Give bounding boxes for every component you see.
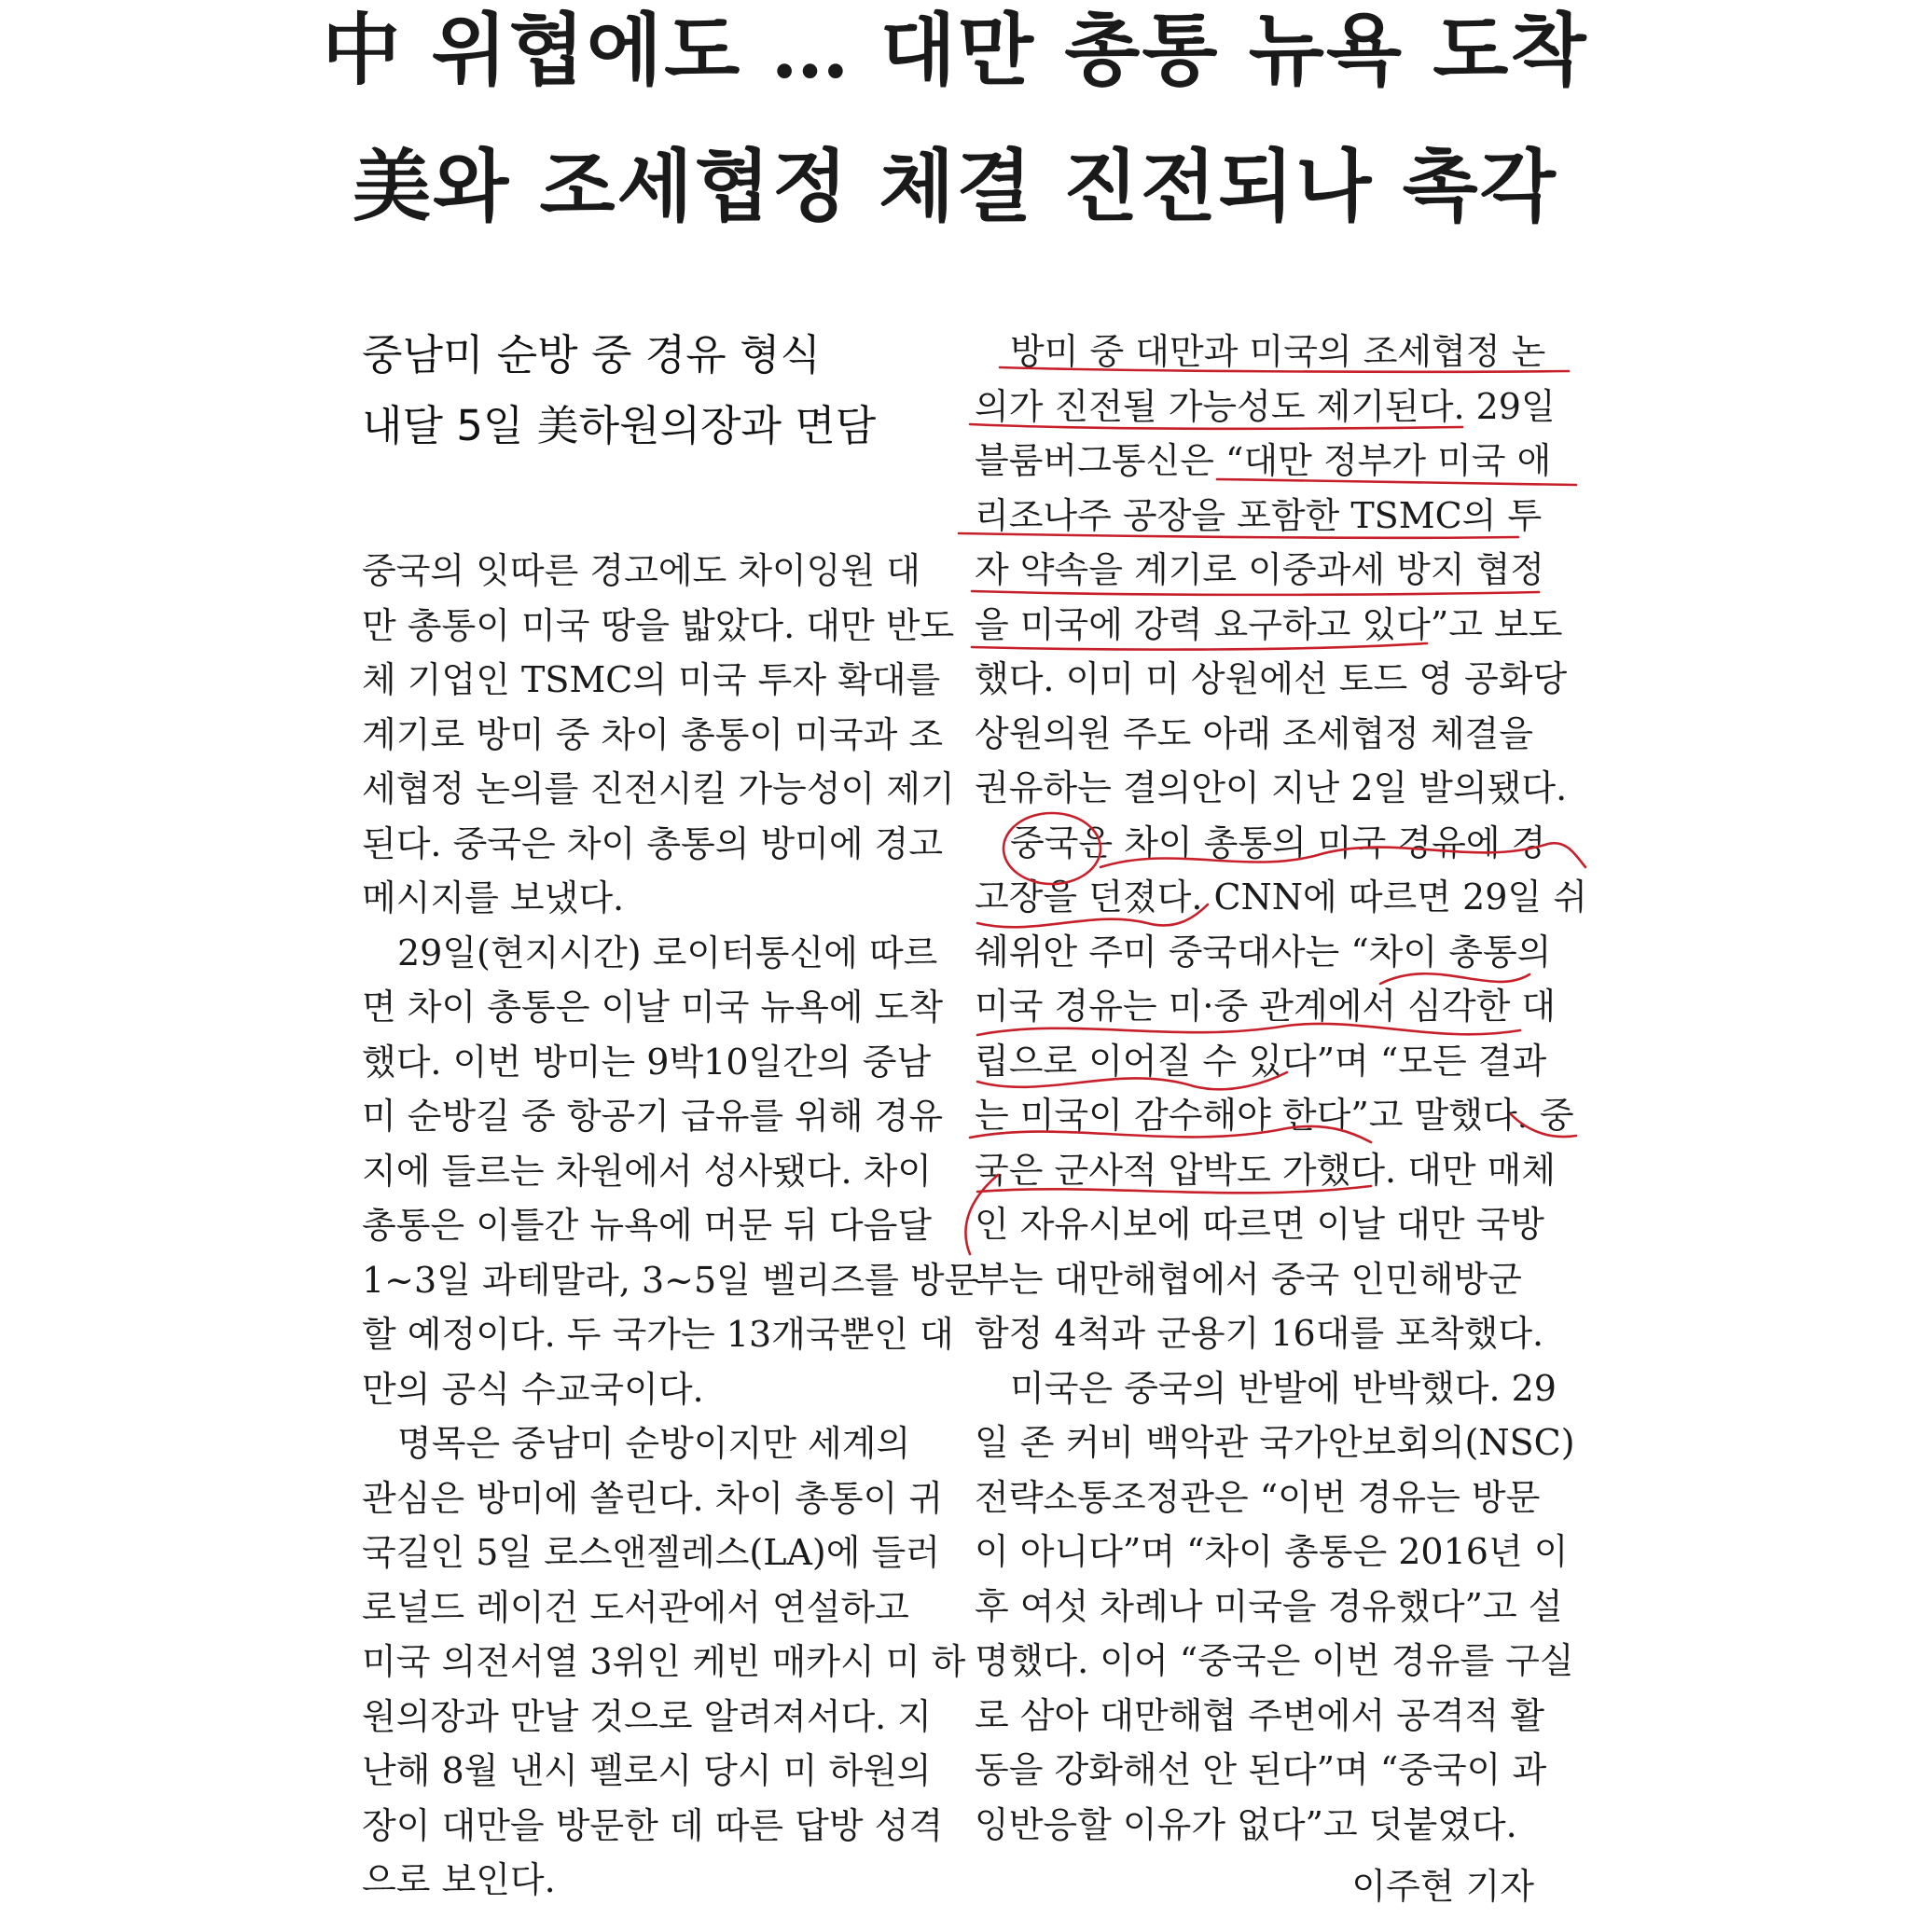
headline-line-1: 中 위협에도 … 대만 총통 뉴욕 도착 <box>322 4 1588 96</box>
article-line: 을 미국에 강력 요구하고 있다”고 보도 <box>975 603 1563 645</box>
article-line: 총통은 이틀간 뉴욕에 머문 뒤 다음달 <box>362 1205 933 1246</box>
article-line: 했다. 이번 방미는 9박10일간의 중남 <box>362 1041 932 1083</box>
headline-line-2: 美와 조세협정 체결 진전되나 촉각 <box>353 140 1557 232</box>
red-wavy-line <box>1380 973 1529 984</box>
article-line: 미국 의전서열 3위인 케빈 매카시 미 하 <box>362 1641 966 1682</box>
article-line: 국은 군사적 압박도 가했다. 대만 매체 <box>975 1149 1557 1191</box>
article-line: 함정 4척과 군용기 16대를 포착했다. <box>975 1313 1544 1354</box>
article-line: 으로 보인다. <box>362 1859 556 1900</box>
article-line: 중국은 차이 총통의 미국 경유에 경 <box>1010 821 1546 863</box>
article-line: 난해 8월 낸시 펠로시 당시 미 하원의 <box>362 1750 932 1791</box>
article-line: 했다. 이미 미 상원에선 토드 영 공화당 <box>975 658 1568 699</box>
article-line: 인 자유시보에 따르면 이날 대만 국방 <box>975 1204 1545 1245</box>
article-line: 권유하는 결의안이 지난 2일 발의됐다. <box>975 767 1568 808</box>
article-line: 자 약속을 계기로 이중과세 방지 협정 <box>975 549 1545 590</box>
article-line: 1~3일 과테말라, 3~5일 벨리즈를 방문 <box>362 1259 979 1301</box>
article-line: 부는 대만해협에서 중국 인민해방군 <box>975 1258 1522 1300</box>
article-line: 된다. 중국은 차이 총통의 방미에 경고 <box>362 822 944 864</box>
article-line: 명목은 중남미 순방이지만 세계의 <box>397 1423 911 1464</box>
byline: 이주현 기자 <box>1351 1866 1534 1907</box>
article-line: 만 총통이 미국 땅을 밟았다. 대만 반도 <box>362 604 955 646</box>
article-line: 장이 대만을 방문한 데 따른 답방 성격 <box>362 1804 944 1846</box>
article-line: 상원의원 주도 아래 조세협정 체결을 <box>975 712 1533 754</box>
article-line: 명했다. 이어 “중국은 이번 경유를 구실 <box>975 1640 1574 1681</box>
article-line: 계기로 방미 중 차이 총통이 미국과 조 <box>362 713 944 755</box>
article-line: 블룸버그통신은 “대만 정부가 미국 애 <box>975 440 1552 481</box>
article-line: 잉반응할 이유가 없다”고 덧붙였다. <box>975 1803 1517 1845</box>
article-line: 세협정 논의를 진전시킬 가능성이 제기 <box>362 768 955 809</box>
article-line: 로 삼아 대만해협 주변에서 공격적 활 <box>975 1694 1545 1736</box>
article-line: 쉐위안 주미 중국대사는 “차이 총통의 <box>975 931 1552 973</box>
subheadline-1: 중남미 순방 중 경유 형식 <box>362 330 821 380</box>
article-line: 미국 경유는 미·중 관계에서 심각한 대 <box>975 986 1557 1027</box>
article-line: 동을 강화해선 안 된다”며 “중국이 과 <box>975 1749 1547 1790</box>
article-line: 일 존 커비 백악관 국가안보회의(NSC) <box>975 1422 1575 1463</box>
article-line: 이 아니다”며 “차이 총통은 2016년 이 <box>975 1531 1569 1572</box>
article-line: 전략소통조정관은 “이번 경유는 방문 <box>975 1476 1541 1518</box>
article-line: 29일(현지시간) 로이터통신에 따르 <box>397 932 938 973</box>
article-line: 지에 들르는 차원에서 성사됐다. 차이 <box>362 1150 933 1192</box>
article-line: 는 미국이 감수해야 한다”고 말했다. 중 <box>975 1095 1574 1136</box>
article-line: 관심은 방미에 쏠린다. 차이 총통이 귀 <box>362 1477 944 1519</box>
article-line: 의가 진전될 가능성도 제기된다. 29일 <box>975 385 1556 427</box>
article-line: 로널드 레이건 도서관에서 연설하고 <box>362 1586 909 1628</box>
article-line: 국길인 5일 로스앤젤레스(LA)에 들러 <box>362 1532 940 1573</box>
article-line: 방미 중 대만과 미국의 조세협정 논 <box>1010 331 1546 372</box>
article-line: 미국은 중국의 반발에 반박했다. 29 <box>1010 1367 1557 1409</box>
article-line: 메시지를 보냈다. <box>362 877 625 918</box>
article-line: 미 순방길 중 항공기 급유를 위해 경유 <box>362 1096 944 1137</box>
article-line: 중국의 잇따른 경고에도 차이잉원 대 <box>362 550 920 591</box>
article-line: 후 여섯 차례나 미국을 경유했다”고 설 <box>975 1585 1563 1627</box>
article-line: 체 기업인 TSMC의 미국 투자 확대를 <box>362 659 941 700</box>
article-line: 고장을 던졌다. CNN에 따르면 29일 쉬 <box>975 876 1587 918</box>
article-line: 리조나주 공장을 포함한 TSMC의 투 <box>975 494 1543 536</box>
red-underline <box>972 591 1539 595</box>
article-line: 할 예정이다. 두 국가는 13개국뿐인 대 <box>362 1314 954 1355</box>
article-line: 만의 공식 수교국이다. <box>362 1368 704 1410</box>
article-line: 립으로 이어질 수 있다”며 “모든 결과 <box>975 1040 1547 1082</box>
article-line: 면 차이 총통은 이날 미국 뉴욕에 도착 <box>362 987 944 1028</box>
subheadline-2: 내달 5일 美하원의장과 면담 <box>362 401 877 450</box>
article-line: 원의장과 만날 것으로 알려져서다. 지 <box>362 1695 933 1737</box>
